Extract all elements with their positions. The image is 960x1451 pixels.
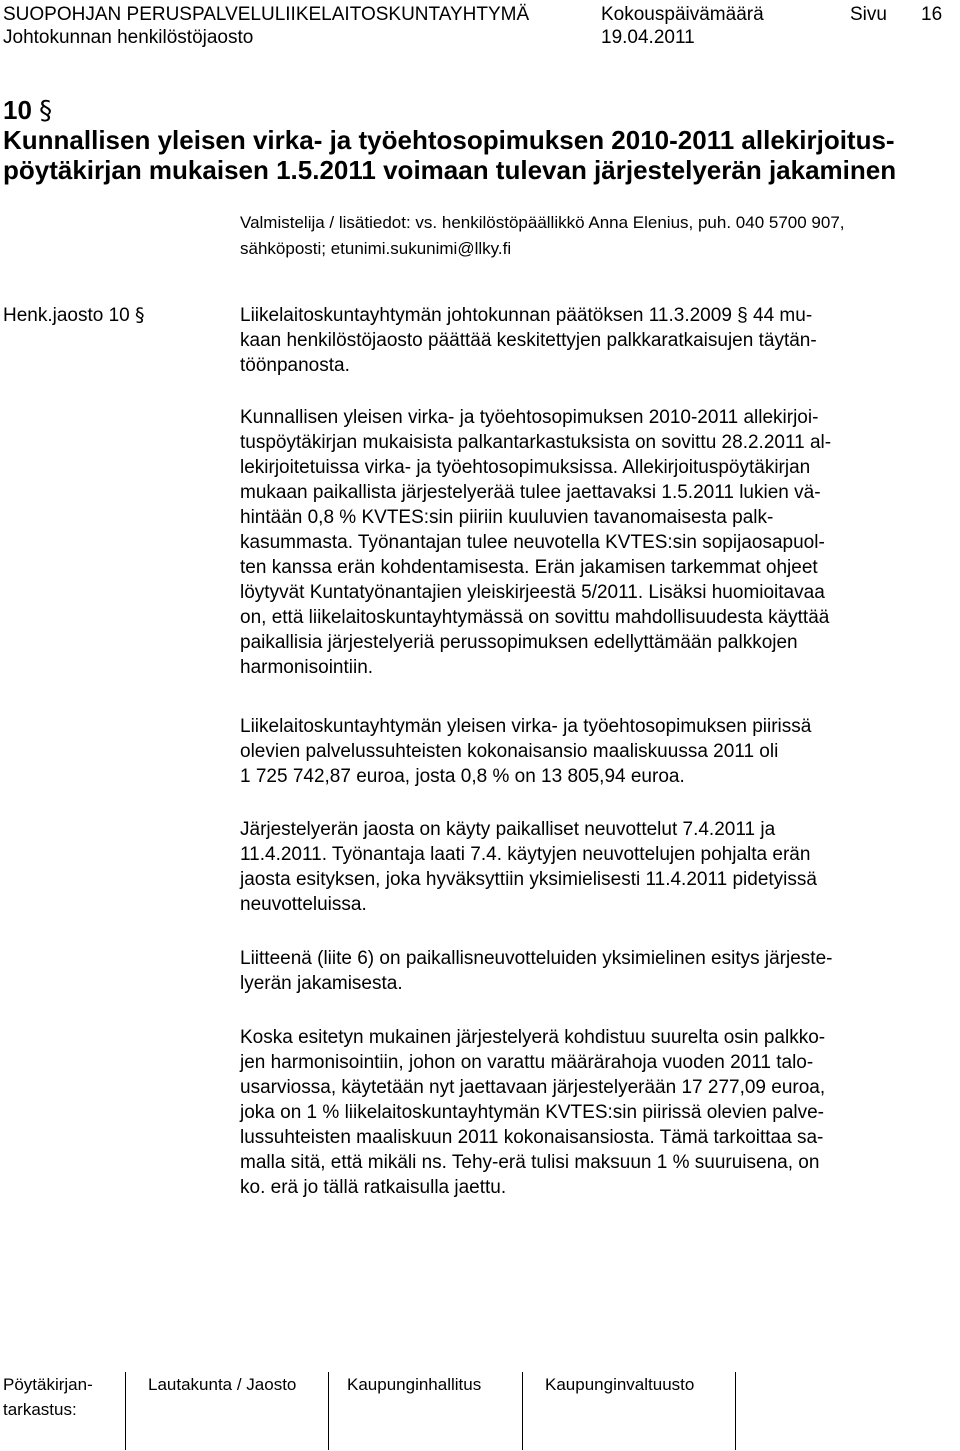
section-title-line-2: pöytäkirjan mukaisen 1.5.2011 voimaan tulevan järjestelyerän jakaminen	[3, 155, 897, 185]
text-line: Liitteenä (liite 6) on paikallisneuvotteluiden yksimielinen esitys järjeste-	[240, 948, 833, 969]
text-line: tuspöytäkirjan mukaisista palkantarkastuksista on sovittu 28.2.2011 al-	[240, 432, 832, 453]
paragraph-agreement	[240, 405, 950, 680]
footer-check-label	[3, 1372, 93, 1422]
text-line: löytyvät Kuntatyönantajien yleiskirjeestä 5/2011. Lisäksi huomioitavaa	[240, 582, 825, 603]
header-date: 19.04.2011	[601, 27, 695, 48]
text-line: Koska esitetyn mukainen järjestelyerä kohdistuu suurelta osin palkko-	[240, 1027, 826, 1048]
footer-divider	[735, 1372, 736, 1450]
footer-divider	[522, 1372, 523, 1450]
text-line: Järjestelyerän jaosta on käyty paikalliset neuvottelut 7.4.2011 ja	[240, 819, 776, 840]
paragraph-decision-basis	[240, 303, 950, 378]
paragraph-total-earnings	[240, 714, 950, 789]
text-line: ten kanssa erän kohdentamisesta. Erän jakamisen tarkemmat ohjeet	[240, 557, 818, 578]
footer-col-committee: Lautakunta / Jaosto	[148, 1375, 297, 1394]
text-line: Liikelaitoskuntayhtymän yleisen virka- ja työehtosopimuksen piirissä	[240, 716, 812, 737]
text-line: harmonisointiin.	[240, 657, 374, 678]
text-line: ko. erä jo tällä ratkaisulla jaettu.	[240, 1177, 507, 1198]
text-line: jaosta esityksen, joka hyväksyttiin yksimielisesti 11.4.2011 pidetyissä	[240, 869, 817, 890]
section-sign-icon: §	[135, 304, 145, 326]
header-page-label: Sivu	[850, 4, 887, 25]
footer-divider	[125, 1372, 126, 1450]
footer-divider	[328, 1372, 329, 1450]
section-sign-icon: §	[39, 96, 53, 126]
header-organization: SUOPOHJAN PERUSPALVELULIIKELAITOSKUNTAYHTYMÄ	[3, 4, 530, 25]
text-line: usarviossa, käytetään nyt jaettavaan järjestelyerään 17 277,09 euroa,	[240, 1077, 826, 1098]
preparer-line-2: sähköposti; etunimi.sukunimi@llky.fi	[240, 239, 512, 258]
text-line: malla sitä, että mikäli ns. Tehy-erä tulisi maksuun 1 % suuruisena, on	[240, 1152, 820, 1173]
text-line: Liikelaitoskuntayhtymän johtokunnan päätöksen 11.3.2009 § 44 mu-	[240, 305, 813, 326]
text-line: on, että liikelaitoskuntayhtymässä on sovittu mahdollisuudesta käyttää	[240, 607, 830, 628]
section-title-line-1: Kunnallisen yleisen virka- ja työehtosopimuksen 2010-2011 allekirjoitus-	[3, 125, 895, 155]
text-line: neuvotteluissa.	[240, 894, 367, 915]
section-number	[3, 96, 52, 125]
text-line: kaan henkilöstöjaosto päättää keskitettyjen palkkaratkaisujen täytän-	[240, 330, 817, 351]
footer-check-label-line-1: Pöytäkirjan-	[3, 1375, 93, 1394]
text-line: kasummasta. Työnantajan tulee neuvotella KVTES:sin sopijaosapuol-	[240, 532, 825, 553]
header-date-label: Kokouspäivämäärä	[601, 4, 764, 25]
text-line: Kunnallisen yleisen virka- ja työehtosopimuksen 2010-2011 allekirjoi-	[240, 407, 819, 428]
paragraph-allocation	[240, 1025, 950, 1200]
text-line: mukaan paikallista järjestelyerää tulee jaettavaksi 1.5.2011 lukien vä-	[240, 482, 821, 503]
paragraph-attachment	[240, 946, 950, 996]
footer-col-city-council: Kaupunginvaltuusto	[545, 1375, 695, 1394]
text-line: olevien palvelussuhteisten kokonaisansio maaliskuussa 2011 oli	[240, 741, 779, 762]
preparer-line-1: Valmistelija / lisätiedot: vs. henkilöstöpäällikkö Anna Elenius, puh. 040 5700 907,	[240, 213, 845, 232]
text-line: hintään 0,8 % KVTES:sin piiriin kuuluvien tavanomaisesta palk-	[240, 507, 774, 528]
footer-col-city-board: Kaupunginhallitus	[347, 1375, 482, 1394]
header-body-name: Johtokunnan henkilöstöjaosto	[3, 27, 254, 48]
header-page-number: 16	[921, 4, 943, 25]
text-line: joka on 1 % liikelaitoskuntayhtymän KVTES:sin piirissä olevien palve-	[240, 1102, 824, 1123]
text-line: lussuhteisten maaliskuun 2011 kokonaisansiosta. Tämä tarkoittaa sa-	[240, 1127, 824, 1148]
footer-check-label-line-2: tarkastus:	[3, 1400, 77, 1419]
text-line: 11.4.2011. Työnantaja laati 7.4. käytyjen neuvottelujen pohjalta erän	[240, 844, 811, 865]
margin-reference	[3, 303, 145, 328]
text-line: lekirjoitetuissa virka- ja työehtosopimuksissa. Allekirjoituspöytäkirjan	[240, 457, 811, 478]
text-line: paikallisia järjestelyeriä perussopimuksen edellyttämään palkkojen	[240, 632, 798, 653]
text-line: lyerän jakamisesta.	[240, 973, 403, 994]
paragraph-negotiations	[240, 817, 950, 917]
text-line: töönpanosta.	[240, 355, 350, 376]
text-line: 1 725 742,87 euroa, josta 0,8 % on 13 805,94 euroa.	[240, 766, 685, 787]
section-number-text: 10	[3, 95, 32, 125]
margin-reference-label: Henk.jaosto 10	[3, 305, 130, 326]
text-line: jen harmonisointiin, johon on varattu määrärahoja vuoden 2011 talo-	[240, 1052, 814, 1073]
